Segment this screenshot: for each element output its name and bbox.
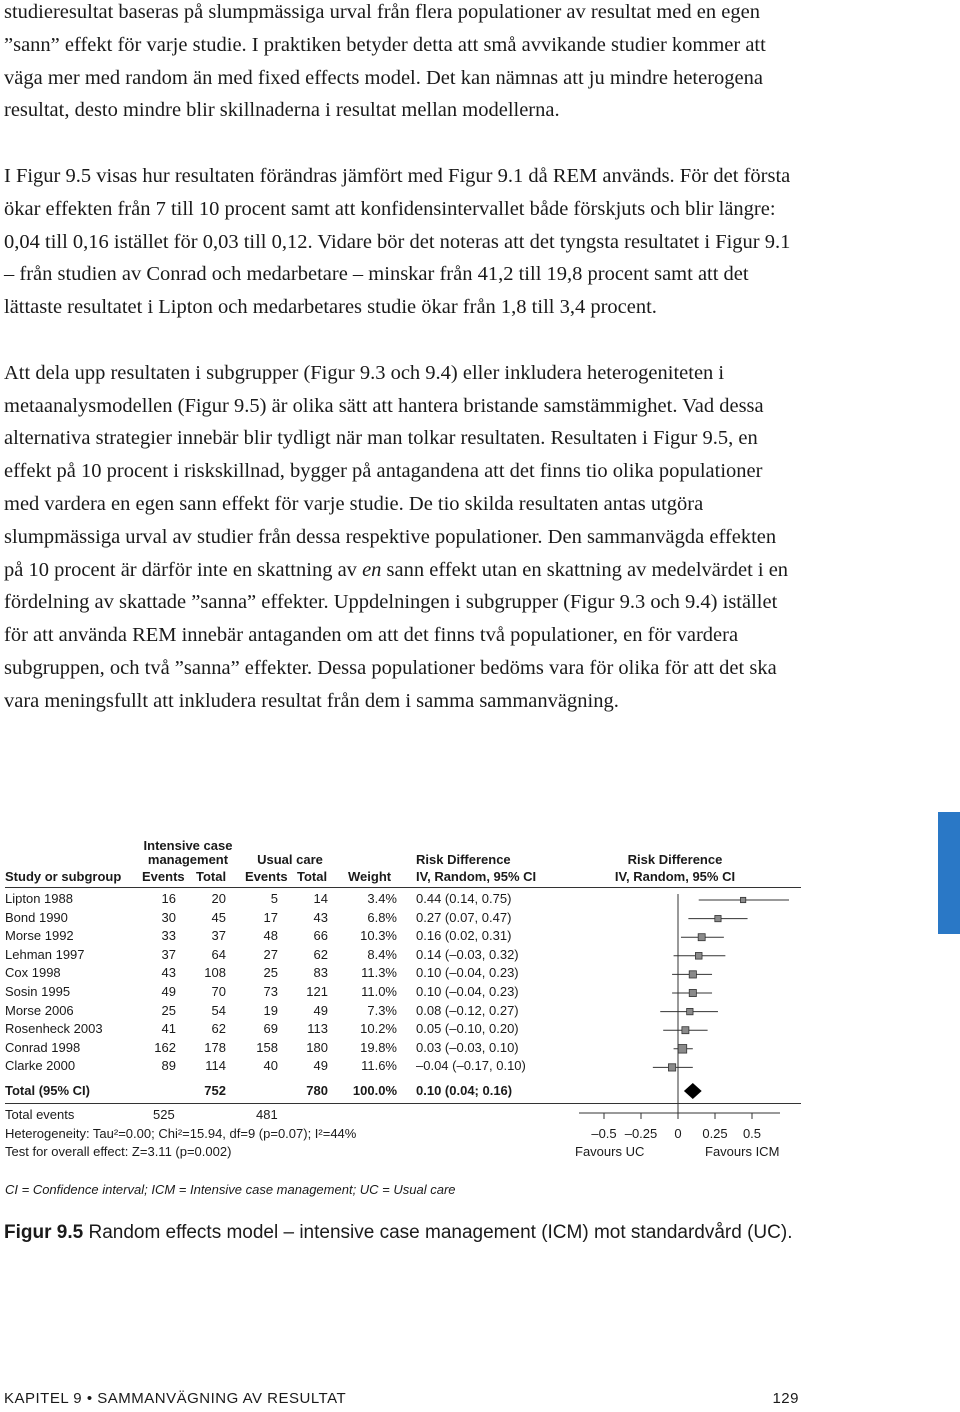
row-weight: 11.3% xyxy=(361,965,397,981)
study-point-marker xyxy=(687,1008,693,1014)
abbreviations-note: CI = Confidence interval; ICM = Intensive case management; UC = Usual care xyxy=(5,1182,456,1197)
forest-plot xyxy=(0,830,960,1200)
row-e2: 158 xyxy=(256,1039,278,1055)
row-t2: 62 xyxy=(313,946,328,962)
row-e1: 33 xyxy=(161,928,176,944)
total-label: Total (95% CI) xyxy=(5,1083,90,1098)
row-weight: 11.0% xyxy=(361,984,397,999)
header-icm-events: Events xyxy=(142,869,185,884)
study-point-marker xyxy=(689,989,696,996)
row-t2: 113 xyxy=(307,1021,328,1037)
body-text xyxy=(4,0,794,750)
row-ci: 0.14 (–0.03, 0.32) xyxy=(416,946,519,962)
row-e1: 25 xyxy=(161,1002,176,1018)
row-weight: 7.3% xyxy=(367,1002,397,1018)
study-point-marker xyxy=(715,915,721,921)
row-e2: 48 xyxy=(263,928,278,944)
row-e1: 16 xyxy=(161,891,176,906)
header-icm-line1: Intensive case xyxy=(143,838,233,853)
total-events-label: Total events xyxy=(5,1107,75,1122)
paragraph-3-part-a: Att dela upp resultaten i subgrupper (Figur 9.3 och 9.4) eller inkludera heterogeniteten i metaanalysmodellen (Figur 9.5) är olika sätt att hantera bristande samstämmighet. Vad dessa alternativa strategier innebär blir tydligt när man tolkar resultaten. Resultaten i Figur 9.5, en effekt på 10 procent i riskskillnad, bygger på antagandena att det finns tio olika populationer med vardera en egen sann effekt för varje studie. De tio skilda resultaten antas utgöra slumpmässiga urval av studier från dessa respektive populationer. Den sammanvägda effekten på 10 procent är därför inte en skattning av xyxy=(4,361,777,581)
row-study: Lipton 1988 xyxy=(5,891,73,906)
paragraph-1: studieresultat baseras på slumpmässiga urval från flera populationer av resultat med en egen ”sann” effekt för varje studie. I praktiken betyder detta att små avvikande studier kommer att väga mer med random än med fixed effects model. Det kan nämnas att ju mindre heterogena resultat, desto mindre blir skillnaderna i resultat mellan modellerna. xyxy=(4,1,766,122)
row-t2: 49 xyxy=(313,1058,328,1074)
row-ci: 0.10 (–0.04, 0.23) xyxy=(416,965,519,981)
row-t2: 14 xyxy=(313,891,328,906)
page-footer xyxy=(4,1390,799,1412)
row-t1: 54 xyxy=(211,1002,226,1018)
row-ci: 0.08 (–0.12, 0.27) xyxy=(416,1002,519,1018)
footer-chapter: KAPITEL 9 • SAMMANVÄGNING AV RESULTAT xyxy=(4,1390,347,1407)
total-ci: 0.10 (0.04; 0.16) xyxy=(416,1083,513,1098)
row-e2: 69 xyxy=(263,1021,278,1037)
pooled-estimate-diamond xyxy=(684,1083,702,1099)
row-t1: 37 xyxy=(211,928,226,944)
overall-effect-text: Test for overall effect: Z=3.11 (p=0.002) xyxy=(5,1144,232,1159)
row-weight: 3.4% xyxy=(367,891,397,906)
paragraph-3 xyxy=(4,357,794,718)
row-ci: 0.03 (–0.03, 0.10) xyxy=(416,1039,519,1055)
header-usual-care: Usual care xyxy=(257,852,323,867)
axis-tick-label: 0.25 xyxy=(702,1126,728,1141)
row-weight: 10.3% xyxy=(360,928,397,944)
row-t1: 70 xyxy=(211,984,226,999)
row-t2: 121 xyxy=(306,984,328,999)
row-e1: 162 xyxy=(154,1039,176,1055)
header-study: Study or subgroup xyxy=(5,869,122,884)
caption-label: Figur 9.5 xyxy=(4,1222,84,1243)
row-e2: 25 xyxy=(263,965,278,981)
axis-tick-label: 0 xyxy=(674,1126,682,1141)
row-e2: 73 xyxy=(263,984,278,999)
study-point-marker xyxy=(689,971,696,978)
row-weight: 8.4% xyxy=(367,946,397,962)
row-e2: 17 xyxy=(263,909,278,925)
row-ci: 0.44 (0.14, 0.75) xyxy=(416,891,512,906)
paragraph-3-part-b: sann effekt utan en skattning av medelvärdet i en fördelning av skattade ”sanna” effekter. Uppdelningen i subgrupper (Figur 9.3 och 9.4) istället för att använda REM innebär antaganden om att det finns två populationer, en för vardera subgruppen, och två ”sanna” effekter. Dessa populationer bedöms vara för olika för att det ska vara meningsfullt att inkludera resultat från dem i samma sammanvägning. xyxy=(4,558,789,712)
row-t1: 178 xyxy=(204,1039,226,1055)
row-t1: 45 xyxy=(211,909,226,925)
row-t2: 43 xyxy=(313,909,328,925)
total-uc: 780 xyxy=(306,1083,328,1098)
row-study: Lehman 1997 xyxy=(5,946,85,962)
total-events-uc: 481 xyxy=(256,1107,278,1122)
row-t2: 83 xyxy=(313,965,328,981)
row-e1: 30 xyxy=(161,909,176,925)
header-rd-plot-line1: Risk Difference xyxy=(627,852,723,867)
row-study: Clarke 2000 xyxy=(5,1058,76,1074)
axis-tick-label: –0.5 xyxy=(591,1126,617,1141)
row-ci: –0.04 (–0.17, 0.10) xyxy=(416,1058,526,1074)
study-point-marker xyxy=(698,934,705,941)
row-study: Conrad 1998 xyxy=(5,1039,81,1055)
study-point-marker xyxy=(682,1027,689,1034)
row-t2: 49 xyxy=(313,1002,328,1018)
page-number: 129 xyxy=(772,1390,799,1407)
row-weight: 6.8% xyxy=(367,909,397,925)
row-e1: 37 xyxy=(161,946,176,962)
study-point-marker xyxy=(668,1064,675,1071)
paragraph-2: I Figur 9.5 visas hur resultaten förändras jämfört med Figur 9.1 då REM används. För det första ökar effekten från 7 till 10 procent samt att konfidensintervallet både förskjuts och blir längre: 0,04 till 0,16 istället för 0,03 till 0,12. Vidare bör det noteras att det tyngsta resultatet i Figur 9.1 – från studien av Conrad och medarbetare – minskar från 41,2 till 19,8 procent samt att det lättaste resultatet i Lipton och medarbetares studie ökar från 1,8 till 3,4 procent. xyxy=(4,164,791,319)
row-study: Cox 1998 xyxy=(5,965,61,981)
row-study: Bond 1990 xyxy=(5,909,68,925)
header-rd-plot-line2: IV, Random, 95% CI xyxy=(614,869,736,884)
row-t1: 108 xyxy=(204,965,226,981)
row-study: Rosenheck 2003 xyxy=(5,1021,103,1037)
row-ci: 0.27 (0.07, 0.47) xyxy=(416,909,512,925)
row-t1: 64 xyxy=(211,946,226,962)
row-e2: 19 xyxy=(263,1002,278,1018)
header-uc-total: Total xyxy=(297,869,328,884)
row-e1: 43 xyxy=(161,965,176,981)
axis-tick-label: 0.5 xyxy=(742,1126,762,1141)
header-rd-line2: IV, Random, 95% CI xyxy=(416,869,537,884)
forest-plot-graphic xyxy=(0,830,960,1200)
total-events-icm: 525 xyxy=(153,1107,175,1122)
heterogeneity-text: Heterogeneity: Tau²=0.00; Chi²=15.94, df=9 (p=0.07); I²=44% xyxy=(5,1126,357,1141)
row-e2: 27 xyxy=(263,946,278,962)
row-t2: 66 xyxy=(313,928,328,944)
total-weight: 100.0% xyxy=(352,1083,397,1098)
figure-caption xyxy=(4,1220,804,1245)
paragraph-3-emphasis: en xyxy=(362,558,382,581)
row-e2: 40 xyxy=(263,1058,278,1074)
row-t1: 20 xyxy=(211,891,226,906)
header-rd-line1: Risk Difference xyxy=(416,852,511,867)
row-study: Morse 1992 xyxy=(5,928,74,944)
row-weight: 11.6% xyxy=(361,1058,397,1074)
row-t2: 180 xyxy=(306,1039,328,1055)
study-point-marker xyxy=(695,952,702,959)
row-weight: 10.2% xyxy=(360,1021,397,1037)
study-point-marker xyxy=(678,1045,687,1054)
header-icm-line2: management xyxy=(147,852,229,867)
favours-right-label: Favours ICM xyxy=(705,1144,780,1159)
row-e2: 5 xyxy=(270,891,278,906)
row-study: Morse 2006 xyxy=(5,1002,74,1018)
total-icm: 752 xyxy=(204,1083,226,1098)
axis-tick-label: –0.25 xyxy=(624,1126,658,1141)
caption-text: Random effects model – intensive case management (ICM) mot standardvård (UC). xyxy=(83,1222,793,1243)
study-point-marker xyxy=(740,897,745,902)
row-t1: 114 xyxy=(205,1058,226,1074)
row-study: Sosin 1995 xyxy=(5,984,71,999)
header-weight: Weight xyxy=(348,869,392,884)
row-ci: 0.16 (0.02, 0.31) xyxy=(416,928,512,944)
row-weight: 19.8% xyxy=(360,1039,397,1055)
row-ci: 0.10 (–0.04, 0.23) xyxy=(416,984,519,999)
row-e1: 49 xyxy=(161,984,176,999)
row-ci: 0.05 (–0.10, 0.20) xyxy=(416,1021,519,1037)
row-e1: 41 xyxy=(161,1021,176,1037)
row-t1: 62 xyxy=(211,1021,226,1037)
header-icm-total: Total xyxy=(196,869,227,884)
header-uc-events: Events xyxy=(245,869,288,884)
row-e1: 89 xyxy=(161,1058,176,1074)
favours-left-label: Favours UC xyxy=(575,1144,645,1159)
